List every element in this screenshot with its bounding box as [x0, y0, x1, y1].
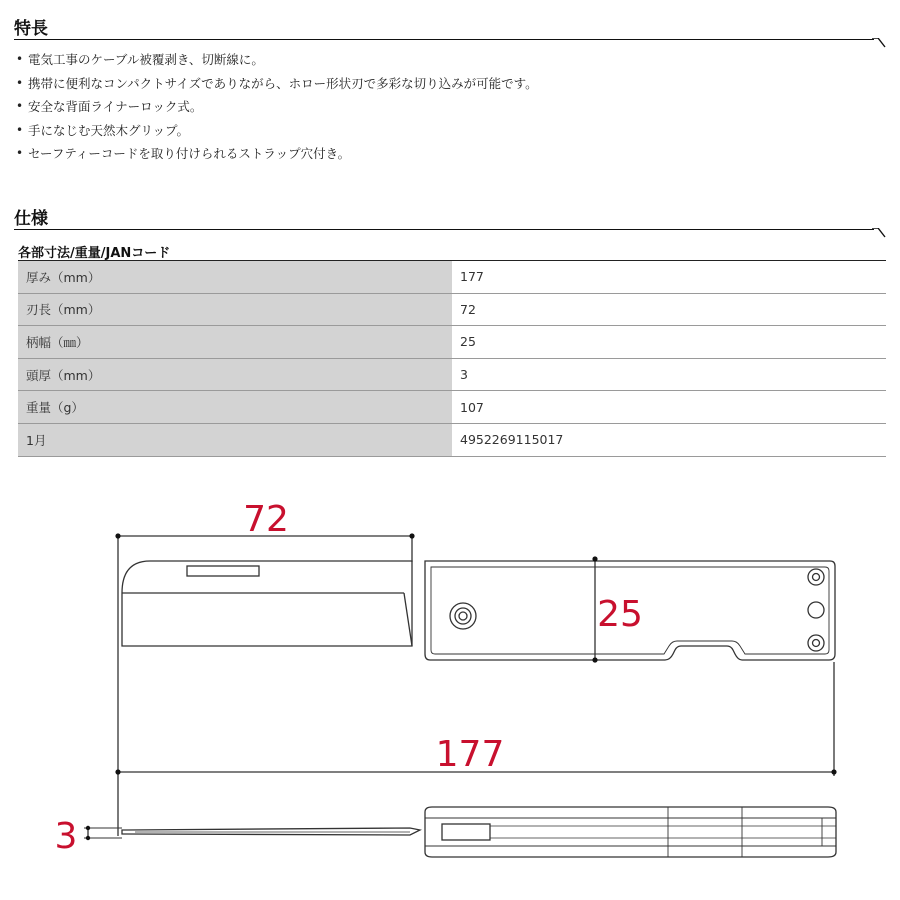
knife-dimension-diagram: [0, 495, 900, 900]
rear-screw-bottom-inner: [813, 640, 820, 647]
spec-section: [14, 204, 886, 474]
features-section: [14, 14, 886, 184]
dim-dot: [86, 836, 90, 840]
feature-item: • 安全な背面ライナーロック式。: [14, 95, 538, 119]
handle-width-label: 25: [597, 594, 643, 635]
bullet-icon: •: [16, 52, 24, 66]
dim-dot: [115, 533, 120, 538]
dim-dot: [86, 826, 90, 830]
spec-title: 仕様: [14, 209, 48, 229]
features-divider: [14, 39, 874, 40]
rear-screw-top-inner: [813, 574, 820, 581]
spec-label: 柄幅（㎜）: [18, 326, 452, 359]
spec-label: 重量（g）: [18, 391, 452, 424]
spec-label: 頭厚（mm）: [18, 358, 452, 391]
feature-item: • セーフティーコードを取り付けられるストラップ穴付き。: [14, 142, 538, 166]
spec-label: 刃長（mm）: [18, 293, 452, 326]
pivot-screw-mid: [455, 608, 471, 624]
table-row: [18, 358, 886, 391]
rear-screw-top: [808, 569, 824, 585]
spec-label: 1月: [18, 423, 452, 456]
header-hook-icon: [872, 38, 886, 48]
spec-table-caption: 各部寸法/重量/JANコード: [18, 246, 171, 261]
pivot-screw-inner: [459, 612, 467, 620]
spec-value: 3: [452, 358, 886, 391]
dim-dot: [592, 657, 597, 662]
blade-top-view: [122, 561, 412, 646]
dim-dot: [115, 769, 120, 774]
blade-length-label: 72: [243, 499, 289, 540]
blade-side-view: [122, 828, 420, 835]
bullet-icon: •: [16, 99, 24, 113]
table-row: [18, 293, 886, 326]
handle-side-view: [425, 807, 836, 857]
feature-item: • 携帯に便利なコンパクトサイズでありながら、ホロー形状刃で多彩な切り込みが可能です。: [14, 72, 538, 96]
spec-value: 177: [452, 261, 886, 294]
liner-lock-slot: [442, 824, 490, 840]
header-hook-icon: [872, 228, 886, 238]
features-title: 特長: [14, 19, 48, 39]
dim-dot: [831, 769, 836, 774]
spec-label: 厚み（mm）: [18, 261, 452, 294]
dim-dot: [409, 533, 414, 538]
features-header: [14, 14, 886, 40]
feature-item: • 電気工事のケーブル被覆剥き、切断線に。: [14, 48, 538, 72]
strap-hole: [808, 602, 824, 618]
feature-item: • 手になじむ天然木グリップ。: [14, 119, 538, 143]
table-row: [18, 391, 886, 424]
spec-divider: [14, 229, 874, 230]
spec-value: 25: [452, 326, 886, 359]
table-row: [18, 326, 886, 359]
thickness-label: 3: [54, 816, 78, 857]
spec-value: 72: [452, 293, 886, 326]
blade-marking-slot: [187, 566, 259, 576]
features-list: [14, 48, 538, 166]
bullet-icon: •: [16, 75, 24, 90]
spec-value: 4952269115017: [452, 423, 886, 456]
spec-value: 107: [452, 391, 886, 424]
table-row: [18, 261, 886, 294]
spec-header: [14, 204, 886, 230]
blade-edge-line: [404, 593, 412, 646]
spec-table: [18, 260, 886, 457]
dim-dot: [592, 556, 597, 561]
total-length-label: 177: [435, 734, 505, 775]
bullet-icon: •: [16, 122, 24, 137]
pivot-screw-outer: [450, 603, 476, 629]
rear-screw-bottom: [808, 635, 824, 651]
bullet-icon: •: [16, 146, 24, 160]
table-row: [18, 423, 886, 456]
